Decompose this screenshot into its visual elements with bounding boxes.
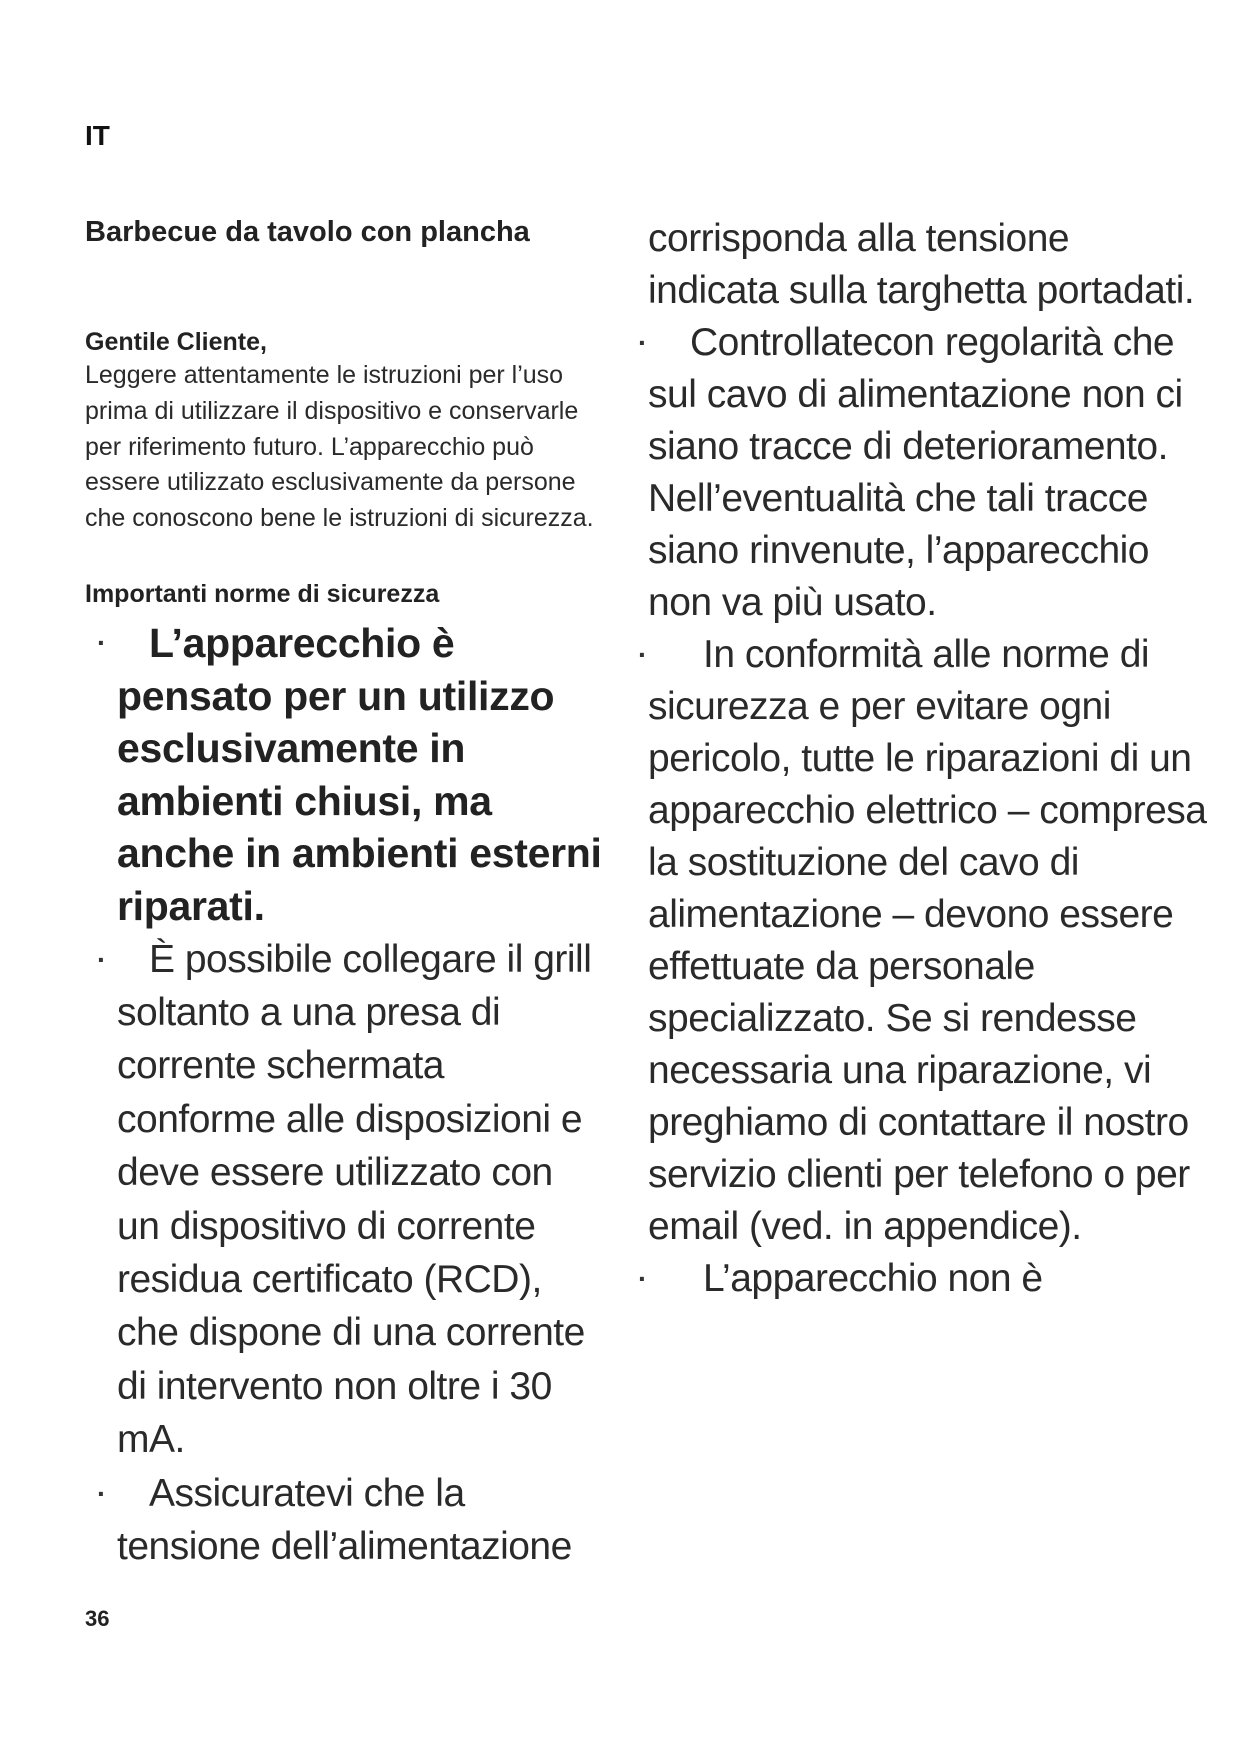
greeting: Gentile Cliente, — [85, 328, 267, 356]
safety-rule-5 — [638, 629, 1208, 1253]
safety-rule-2 — [85, 933, 605, 1467]
bullet-icon: · — [638, 327, 647, 358]
safety-rule-4 — [638, 317, 1208, 629]
intro-text: Leggere attentamente le istruzioni per l’uso prima di utilizzare il dispositivo e conservarle per riferimento futuro. L’apparecchio può essere utilizzato esclusivamente da persone che conoscono bene le istruzioni di sicurezza. — [85, 361, 594, 533]
left-column — [85, 214, 605, 1573]
safety-heading: Importanti norme di sicurezza — [85, 579, 440, 608]
safety-rules-list — [85, 617, 605, 1573]
bullet-icon: · — [638, 1263, 647, 1294]
safety-rule-text: L’apparecchio è pensato per un utilizzo esclusivamente in ambienti chiusi, ma anche in ambienti esterni riparati. — [117, 619, 602, 929]
bullet-icon: · — [97, 943, 106, 975]
safety-rule-text: È possibile collegare il grill soltanto a una presa di corrente schermata conforme alle disposizioni e deve essere utilizzato con un dispositivo di corrente residua certificato (RCD), che dispone di una corrente di intervento non oltre i 30 mA. — [117, 937, 592, 1462]
bullet-icon: · — [638, 639, 647, 670]
bullet-icon: · — [97, 1477, 106, 1509]
safety-rule-text: In conformità alle norme di sicurezza e per evitare ogni pericolo, tutte le riparazioni di un apparecchio elettrico – compresa la sostituzione del cavo di alimentazione – devono essere effettuate da personale specializzato. Se si rendesse necessaria una riparazione, vi preghiamo di contattare il nostro servizio clienti per telefono o per email (ved. in appendice). — [648, 633, 1207, 1248]
safety-rule-text: Assicuratevi che la tensione dell’alimentazione — [117, 1471, 572, 1569]
safety-rule-6 — [638, 1253, 1208, 1305]
safety-rule-1 — [85, 617, 605, 933]
bullet-icon: · — [97, 626, 107, 658]
language-code: IT — [85, 120, 110, 151]
safety-rule-text: Controllatecon regolarità che sul cavo di alimentazione non ci siano tracce di deterioramento. Nell’eventualità che tali tracce siano rinvenute, l’apparecchio non va più usato. — [648, 321, 1183, 624]
safety-rule-text: L’apparecchio non è — [703, 1257, 1043, 1300]
safety-rule-continuation: corrisponda alla tensione indicata sulla targhetta portadati. — [648, 217, 1195, 312]
page-number: 36 — [85, 1606, 110, 1631]
page-title: Barbecue da tavolo con plancha — [85, 216, 530, 248]
safety-rule-3 — [85, 1467, 605, 1574]
right-column — [638, 213, 1208, 1305]
